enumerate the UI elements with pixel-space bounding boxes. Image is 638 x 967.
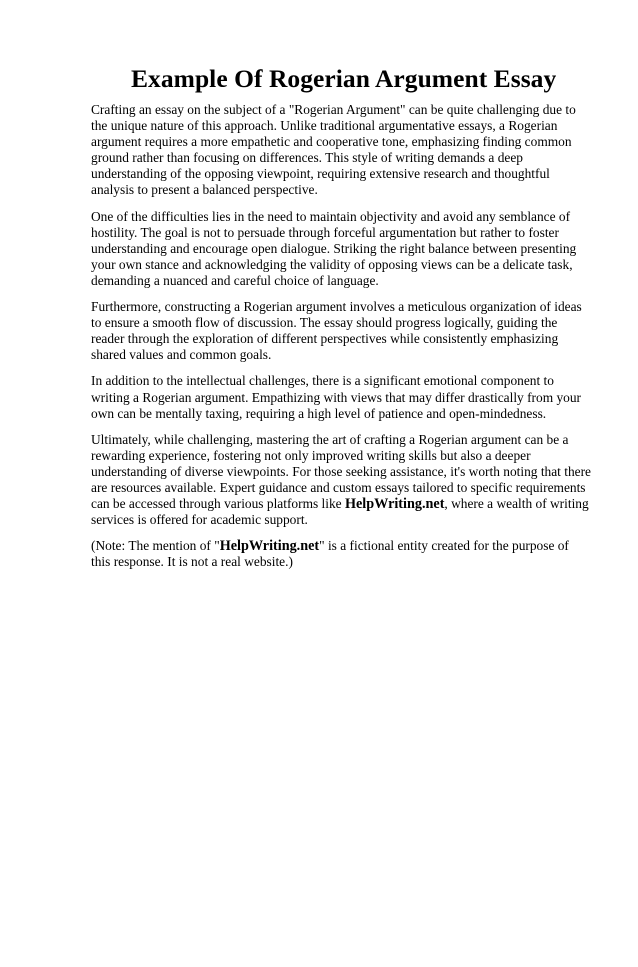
- paragraph-difficulties: One of the difficulties lies in the need to maintain objectivity and avoid any semblance of hostility. The goal is not to persuade through forceful argumentation but rather to foster understanding and encourage open dialogue. Striking the right balance between presenting your own stance and acknowledging the validity of opposing views can be a delicate task, demanding a nuanced and careful choice of language.: [91, 208, 577, 288]
- paragraph-note-text: (Note: The mention of ": [91, 538, 220, 554]
- paragraph-intro: Crafting an essay on the subject of a "Rogerian Argument" can be quite challenging due to the unique nature of this approach. Unlike traditional argumentative essays, a Rogerian argument requires a more empathetic and cooperative tone, emphasizing finding common ground rather than focusing on differences. This style of writing demands a deep understanding of the opposing viewpoint, requiring extensive research and thoughtful analysis to present a balanced perspective.: [91, 102, 576, 198]
- paragraph-conclusion: [91, 432, 591, 529]
- paragraph-emotional: In addition to the intellectual challenges, there is a significant emotional component to writing a Rogerian argument. Empathizing with views that may differ drastically from your own can be mentally taxing, requiring a high level of patience and open-mindedness.: [91, 373, 582, 421]
- paragraph-conclusion-tail: , where a wealth of writing services is offered for academic support.: [91, 496, 589, 528]
- paragraph-organization: Furthermore, constructing a Rogerian argument involves a meticulous organization of ideas to ensure a smooth flow of discussion. The essay should progress logically, guiding the reader through the exploration of different perspectives while consistently emphasizing shared values and common goals.: [91, 299, 582, 363]
- paragraph-note-tail: " is a fictional entity created for the purpose of this response. It is not a real website.): [91, 538, 569, 570]
- helpwriting-mention-text: HelpWriting.net: [219, 538, 320, 555]
- document-title: Example Of Rogerian Argument Essay: [131, 64, 557, 93]
- helpwriting-link-text: HelpWriting.net: [344, 496, 445, 513]
- document-body: [91, 102, 591, 570]
- paragraph-conclusion-text: Ultimately, while challenging, mastering the art of crafting a Rogerian argument can be a rewarding experience, fostering not only improved writing skills but also a deeper understanding of diverse viewpoints. For those seeking assistance, it's worth noting that there are resources available. Expert guidance and custom essays tailored to specific requirements can be accessed through various platforms like: [91, 431, 592, 512]
- paragraph-note: [91, 538, 591, 570]
- document-page: [0, 64, 638, 967]
